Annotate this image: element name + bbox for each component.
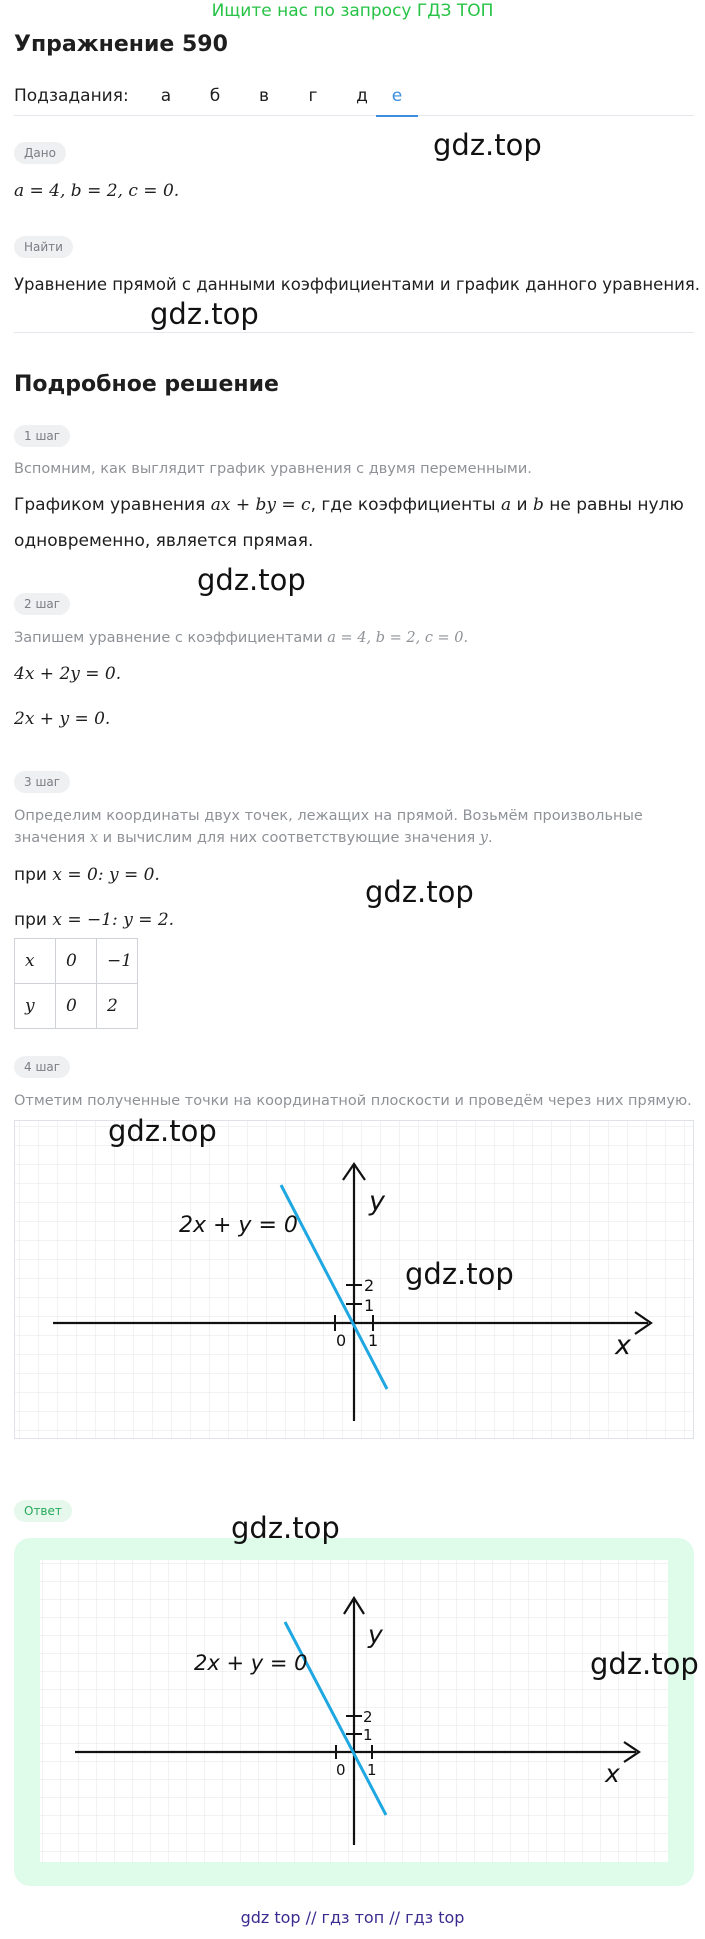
graph-step4: [14, 1120, 694, 1439]
tick-label-y1: 1: [363, 1726, 373, 1744]
answer-box: [14, 1538, 694, 1886]
table-row: [15, 939, 138, 984]
step1-text: , где коэффициенты: [310, 495, 501, 515]
footer-links: [0, 1908, 705, 1927]
footer-separator: //: [305, 1908, 317, 1927]
tick-label-x1: 1: [368, 1331, 379, 1350]
step1-text: Графиком уравнения: [14, 495, 211, 515]
watermark: gdz.top: [108, 1114, 217, 1148]
step2-eq1: 4x + 2y = 0.: [14, 664, 122, 684]
watermark: gdz.top: [150, 297, 259, 331]
page-title: Упражнение 590: [14, 32, 228, 57]
table-cell: y: [15, 984, 56, 1029]
table-cell: 0: [56, 984, 97, 1029]
step2-hint-formula: a = 4, b = 2, c = 0.: [327, 630, 469, 646]
step2-hint: [14, 627, 468, 649]
step3-text: и вычислим для них соответствующие значения: [98, 830, 480, 846]
step3-hint1: Определим координаты двух точек, лежащих на прямой. Возьмём произвольные: [14, 808, 643, 824]
footer-link[interactable]: гдз top: [405, 1908, 465, 1927]
axis-label-y: y: [369, 1186, 385, 1217]
watermark: gdz.top: [433, 128, 542, 162]
axis-label-y: y: [368, 1620, 383, 1649]
step1-line1: [14, 487, 684, 523]
watermark: gdz.top: [197, 563, 306, 597]
footer-link[interactable]: gdz top: [240, 1908, 301, 1927]
step3-formula: x = −1: y = 2.: [52, 910, 175, 930]
table-cell: x: [15, 939, 56, 984]
axis-label-x: x: [605, 1759, 620, 1788]
tab-b[interactable]: б: [209, 86, 221, 106]
search-banner: Ищите нас по запросу ГДЗ ТОП: [211, 1, 494, 21]
step3-row2: [14, 902, 174, 938]
tick-label-y2: 2: [363, 1708, 373, 1726]
find-pill: Найти: [14, 236, 73, 258]
step2-pill: 2 шаг: [14, 593, 70, 615]
step1-text: не равны нулю: [543, 495, 684, 515]
solution-title: Подробное решение: [14, 372, 279, 397]
step4-pill: 4 шаг: [14, 1056, 70, 1078]
tick-label-origin: 0: [336, 1331, 347, 1350]
axis-label-x: x: [615, 1330, 631, 1361]
step1-formula: ax + by = c: [210, 495, 311, 515]
tab-v[interactable]: в: [258, 86, 270, 106]
watermark: gdz.top: [231, 1511, 340, 1545]
table-cell: 2: [97, 984, 138, 1029]
find-text: Уравнение прямой с данными коэффициентами и график данного уравнения.: [14, 275, 701, 294]
watermark: gdz.top: [405, 1257, 514, 1291]
values-table: [14, 938, 138, 1029]
table-cell: −1: [97, 939, 138, 984]
tick-label-x1: 1: [367, 1761, 377, 1779]
subtasks-nav: [14, 84, 694, 116]
table-row: [15, 984, 138, 1029]
watermark: gdz.top: [365, 875, 474, 909]
step1-text: и: [511, 495, 533, 515]
step4-hint: Отметим полученные точки на координатной плоскости и проведём через них прямую.: [14, 1093, 692, 1109]
answer-pill: Ответ: [14, 1500, 72, 1522]
step3-pre: при: [14, 910, 53, 930]
divider: [14, 332, 694, 333]
tick-label-y1: 1: [364, 1296, 375, 1315]
footer-separator: //: [389, 1908, 401, 1927]
step3-formula: x = 0: y = 0.: [52, 865, 160, 885]
given-pill: Дано: [14, 142, 66, 164]
step1-line2: одновременно, является прямая.: [14, 531, 314, 551]
subtasks-label: Подзадания:: [14, 86, 129, 106]
step1-var-b: b: [532, 495, 544, 515]
table-cell: 0: [56, 939, 97, 984]
step3-var-x: x: [89, 830, 98, 846]
step3-row1: [14, 857, 160, 893]
tab-d[interactable]: д: [356, 86, 368, 106]
graph-equation: 2x + y = 0: [194, 1651, 308, 1675]
tick-label-origin: 0: [336, 1761, 346, 1779]
given-text: a = 4, b = 2, c = 0.: [14, 181, 180, 201]
tab-g[interactable]: г: [308, 86, 318, 106]
step1-var-a: a: [500, 495, 512, 515]
step3-hint2: [14, 827, 493, 849]
answer-graph: [40, 1560, 668, 1862]
watermark: gdz.top: [590, 1647, 699, 1681]
tab-e[interactable]: е: [376, 86, 418, 117]
step1-pill: 1 шаг: [14, 425, 70, 447]
coordinate-plane: [15, 1121, 693, 1438]
step2-eq2: 2x + y = 0.: [14, 709, 111, 729]
step3-var-y: y: [479, 830, 488, 846]
coordinate-plane: [40, 1560, 668, 1862]
step3-text: значения: [14, 830, 90, 846]
step3-text: .: [488, 830, 493, 846]
tab-a[interactable]: а: [160, 86, 172, 106]
step3-pill: 3 шаг: [14, 771, 70, 793]
footer-link[interactable]: гдз топ: [321, 1908, 385, 1927]
step2-hint-text: Запишем уравнение с коэффициентами: [14, 630, 328, 646]
graph-equation: 2x + y = 0: [179, 1213, 298, 1238]
step3-pre: при: [14, 865, 53, 885]
step1-hint: Вспомним, как выглядит график уравнения с двумя переменными.: [14, 461, 532, 477]
tick-label-y2: 2: [364, 1276, 375, 1295]
